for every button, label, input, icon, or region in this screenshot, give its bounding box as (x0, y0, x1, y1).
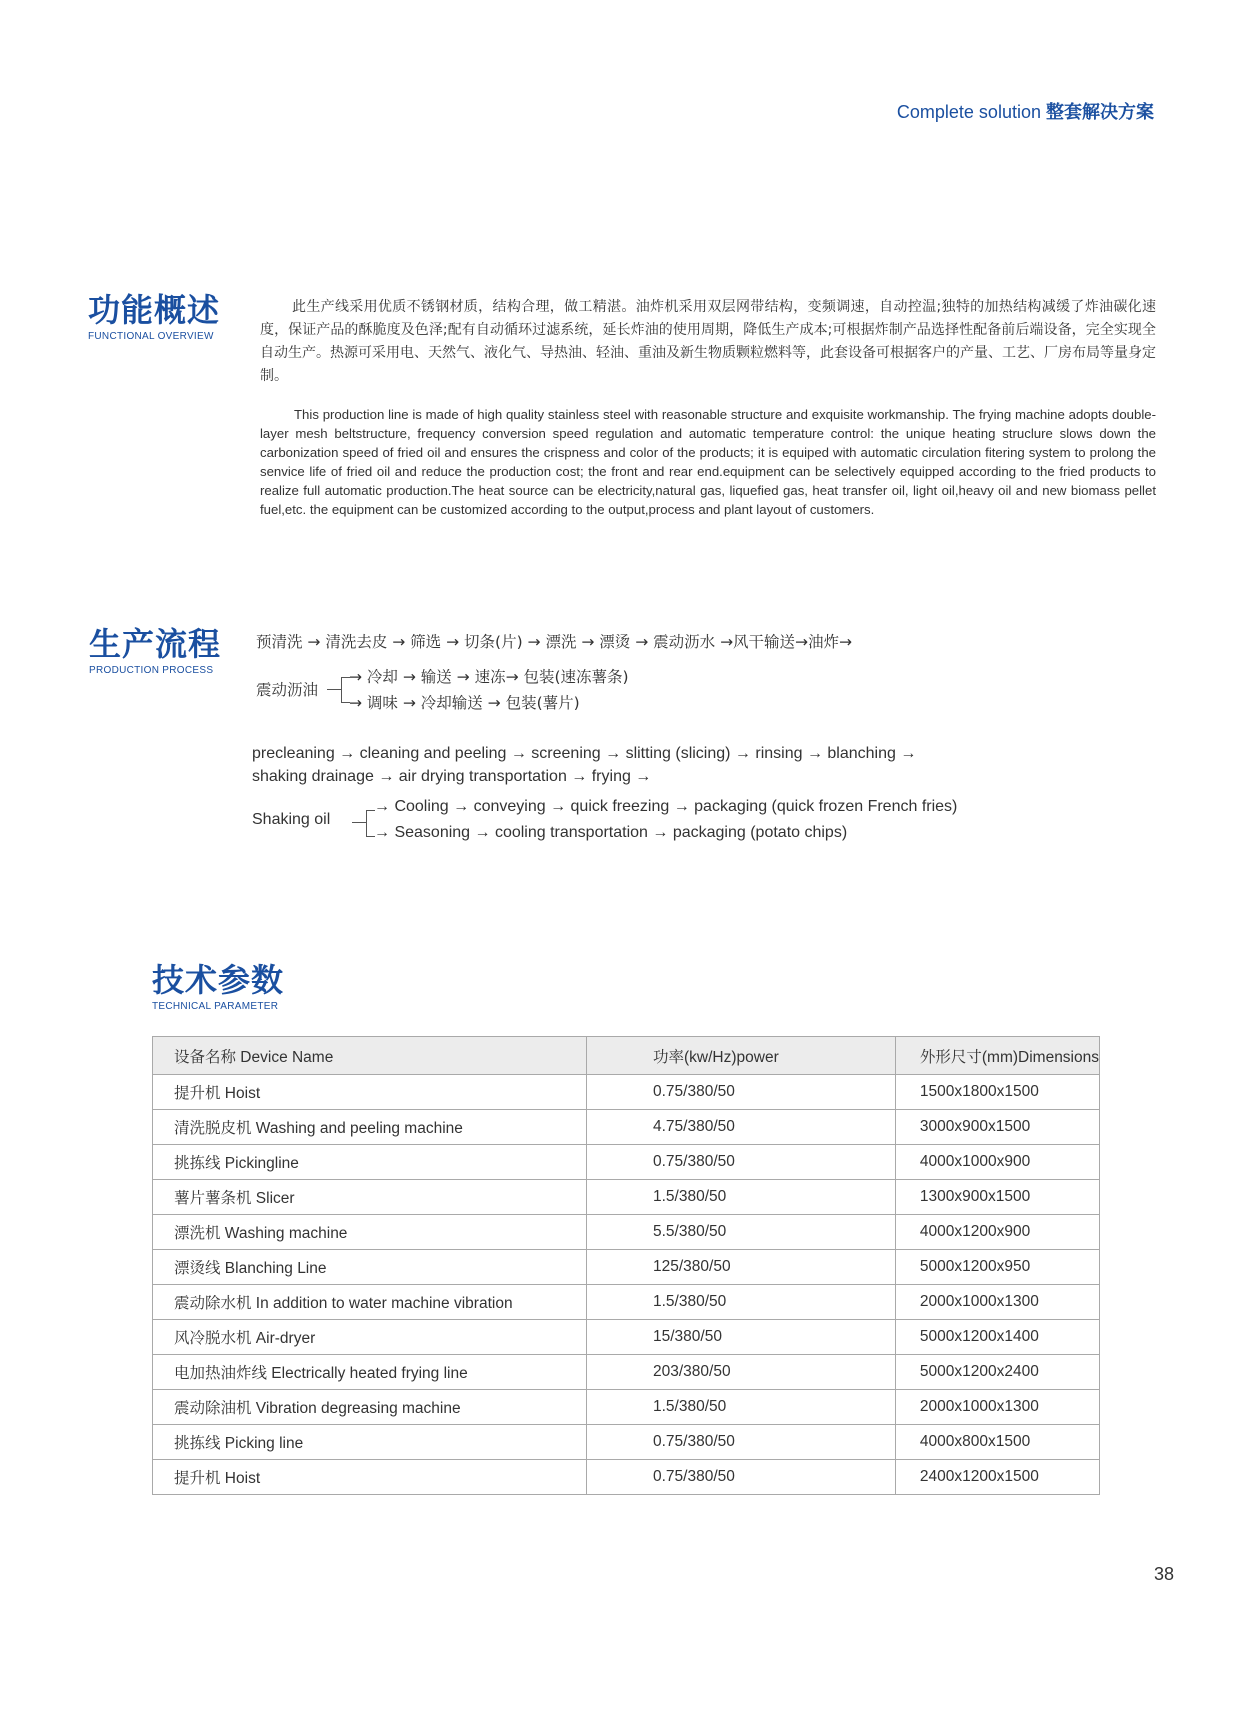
process-en-branch2: → Seasoning → cooling transportation → packaging (potato chips) (374, 824, 848, 841)
power-cell: 1.5/380/50 (587, 1285, 896, 1320)
dimensions-cell: 2400x1200x1500 (895, 1460, 1099, 1495)
dimensions-cell: 5000x1200x2400 (895, 1355, 1099, 1390)
process-en-line1: precleaning → cleaning and peeling → screening → slitting (slicing) → rinsing → blanching → (252, 745, 917, 762)
power-cell: 5.5/380/50 (587, 1215, 896, 1250)
power-cell: 203/380/50 (587, 1355, 896, 1390)
device-name-cell: 震动除水机 In addition to water machine vibration (153, 1285, 587, 1320)
power-cell: 0.75/380/50 (587, 1075, 896, 1110)
process-cn-branch-label: 震动沥油 (256, 681, 319, 699)
power-cell: 1.5/380/50 (587, 1390, 896, 1425)
process-cn-branch2: → 调味 → 冷却输送 → 包装(薯片) (349, 694, 580, 712)
process-en-bracket-stub (352, 822, 366, 823)
table-row (153, 1320, 1100, 1355)
dimensions-cell: 3000x900x1500 (895, 1110, 1099, 1145)
dimensions-cell: 4000x1000x900 (895, 1145, 1099, 1180)
process-cn-line1: 预清洗 → 清洗去皮 → 筛选 → 切条(片) → 漂洗 → 漂烫 → 震动沥水 →风干输送→油炸→ (256, 633, 853, 651)
parameters-title-cn: 技术参数 (152, 962, 285, 998)
power-cell: 0.75/380/50 (587, 1145, 896, 1180)
dimensions-cell: 1300x900x1500 (895, 1180, 1099, 1215)
process-cn-branch1: → 冷却 → 输送 → 速冻→ 包装(速冻薯条) (349, 668, 629, 686)
dimensions-cell: 5000x1200x950 (895, 1250, 1099, 1285)
dimensions-cell: 4000x800x1500 (895, 1425, 1099, 1460)
process-title-cn: 生产流程 (89, 626, 222, 662)
table-row (153, 1250, 1100, 1285)
overview-text-en: This production line is made of high quality stainless steel with reasonable structure and exquisite workmanship. The frying machine adopts double-layer mesh beltstructure, frequency conversion speed regulation and automatic temperature control: the unique heating struclure slows down the carbonization speed of fried oil and ensures the crispness and color of the products; it is equiped with automatic circulation fitering system to prolong the senvice life of fried oil and reduce the production cost; the front and rear end.equipment can be selectively equipped according to the fried products to realize full automatic production.The heat source can be electricity,natural gas, liquefied gas, heat transfer oil, light oil,heavy oil and new biomass pellet fuel,etc. the equipment can be customized according to the output,process and plant layout of customers. (260, 407, 1156, 517)
device-name-cell: 清洗脱皮机 Washing and peeling machine (153, 1110, 587, 1145)
process-en-line2: shaking drainage → air drying transportation → frying → (252, 768, 652, 785)
table-row (153, 1110, 1100, 1145)
header-title-en: Complete solution (896, 102, 1041, 122)
dimensions-cell: 2000x1000x1300 (895, 1390, 1099, 1425)
device-name-cell: 提升机 Hoist (153, 1460, 587, 1495)
parameters-title (152, 962, 284, 1014)
table-row (153, 1390, 1100, 1425)
overview-title (88, 292, 220, 344)
header-title-cn: 整套解决方案 (1046, 102, 1154, 122)
parameters-table (152, 1036, 1100, 1495)
process-cn-bracket-stub (327, 689, 341, 690)
power-cell: 4.75/380/50 (587, 1110, 896, 1145)
table-row (153, 1215, 1100, 1250)
process-title (89, 626, 221, 678)
dimensions-cell: 1500x1800x1500 (895, 1075, 1099, 1110)
power-cell: 125/380/50 (587, 1250, 896, 1285)
device-name-cell: 挑拣线 Picking line (153, 1425, 587, 1460)
power-cell: 0.75/380/50 (587, 1425, 896, 1460)
dimensions-cell: 4000x1200x900 (895, 1215, 1099, 1250)
column-header-device: 设备名称 Device Name (153, 1037, 587, 1075)
device-name-cell: 薯片薯条机 Slicer (153, 1180, 587, 1215)
power-cell: 15/380/50 (587, 1320, 896, 1355)
column-header-dimensions: 外形尺寸(mm)Dimensions (895, 1037, 1099, 1075)
overview-title-en: FUNCTIONAL OVERVIEW (88, 331, 214, 342)
process-en-branch-label: Shaking oil (252, 811, 331, 828)
parameters-title-en: TECHNICAL PARAMETER (152, 1001, 279, 1012)
table-row (153, 1355, 1100, 1390)
table-row (153, 1285, 1100, 1320)
overview-text-cn: 此生产线采用优质不锈钢材质，结构合理，做工精湛。油炸机采用双层网带结构，变频调速，自动控温;独特的加热结构减缓了炸油碳化速度，保证产品的酥脆度及色泽;配有自动循环过滤系统，延长炸油的使用周期，降低生产成本;可根据炸制产品选择性配备前后端设备，完全实现全自动生产。热源可采用电、天然气、液化气、导热油、轻油、重油及新生物质颗粒燃料等，此套设备可根据客户的产量、工艺、厂房布局等量身定制。 (260, 299, 1156, 384)
device-name-cell: 挑拣线 Pickingline (153, 1145, 587, 1180)
table-row (153, 1425, 1100, 1460)
table-header-row (153, 1037, 1100, 1075)
device-name-cell: 震动除油机 Vibration degreasing machine (153, 1390, 587, 1425)
device-name-cell: 提升机 Hoist (153, 1075, 587, 1110)
column-header-power: 功率(kw/Hz)power (587, 1037, 896, 1075)
page-number: 38 (1153, 1564, 1174, 1584)
overview-title-cn: 功能概述 (88, 292, 221, 328)
process-en-branch1: → Cooling → conveying → quick freezing → packaging (quick frozen French fries) (374, 798, 958, 815)
device-name-cell: 漂洗机 Washing machine (153, 1215, 587, 1250)
power-cell: 0.75/380/50 (587, 1460, 896, 1495)
device-name-cell: 风冷脱水机 Air-dryer (153, 1320, 587, 1355)
dimensions-cell: 2000x1000x1300 (895, 1285, 1099, 1320)
process-title-en: PRODUCTION PROCESS (89, 665, 214, 676)
table-row (153, 1075, 1100, 1110)
dimensions-cell: 5000x1200x1400 (895, 1320, 1099, 1355)
power-cell: 1.5/380/50 (587, 1180, 896, 1215)
table-row (153, 1180, 1100, 1215)
table-row (153, 1460, 1100, 1495)
device-name-cell: 电加热油炸线 Electrically heated frying line (153, 1355, 587, 1390)
header-title (897, 98, 1154, 124)
device-name-cell: 漂烫线 Blanching Line (153, 1250, 587, 1285)
table-row (153, 1145, 1100, 1180)
